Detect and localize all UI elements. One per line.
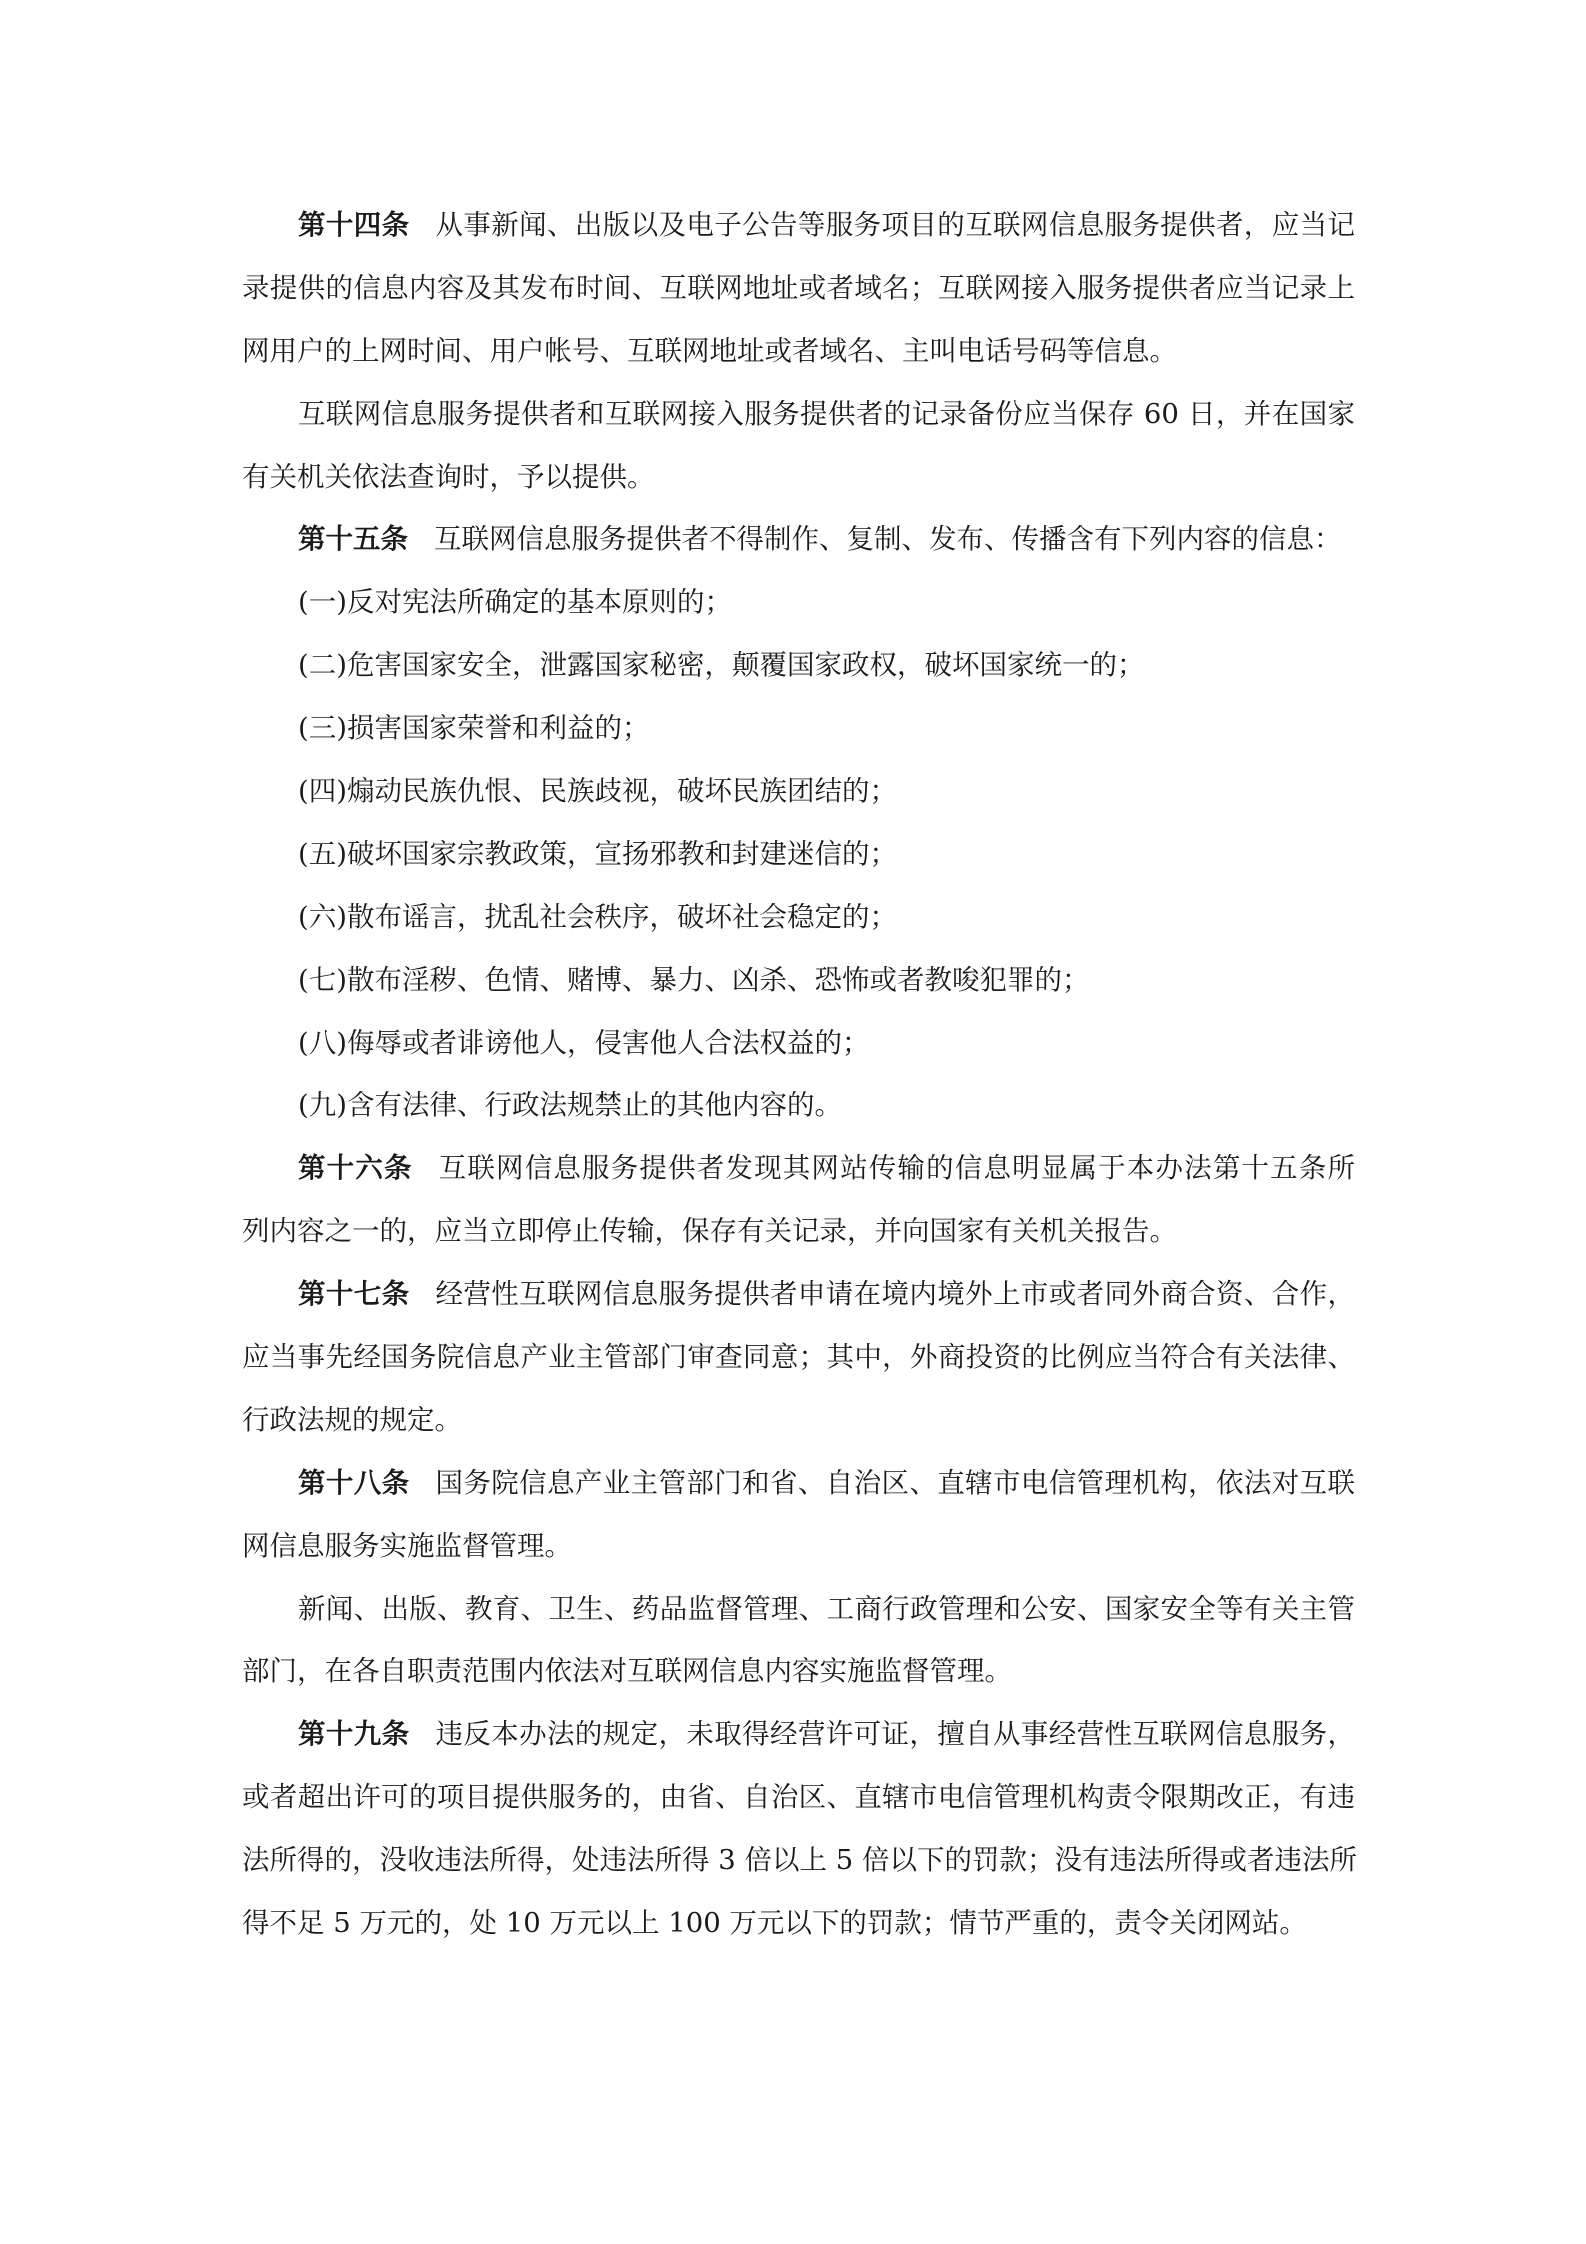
article-label: 第十八条 (298, 1466, 410, 1499)
paragraph (242, 697, 1355, 760)
text-line (242, 571, 1355, 634)
line-text: (一)反对宪法所确定的基本原则的； (298, 586, 732, 619)
line-text: 法所得的，没收违法所得，处违法所得 3 倍以上 5 倍以下的罚款；没有违法所得或者违法所 (242, 1844, 1357, 1877)
line-text: 得不足 5 万元的，处 10 万元以上 100 万元以下的罚款；情节严重的，责令关闭网站。 (242, 1907, 1307, 1940)
text-line (242, 1703, 1355, 1766)
paragraph (242, 1012, 1355, 1075)
line-text: 应当事先经国务院信息产业主管部门审查同意；其中，外商投资的比例应当符合有关法律、 (242, 1341, 1355, 1374)
text-line (242, 886, 1355, 949)
line-text: (五)破坏国家宗教政策，宣扬邪教和封建迷信的； (298, 837, 897, 870)
text-line (242, 1766, 1355, 1829)
paragraph (242, 886, 1355, 949)
text-line (242, 760, 1355, 823)
line-text: (七)散布淫秽、色情、赌博、暴力、凶杀、恐怖或者教唆犯罪的； (298, 963, 1090, 996)
line-text: 行政法规的规定。 (242, 1403, 462, 1436)
line-text: 录提供的信息内容及其发布时间、互联网地址或者域名；互联网接入服务提供者应当记录上 (242, 271, 1355, 304)
article-paragraph (242, 1703, 1355, 1955)
article-label: 第十九条 (298, 1718, 410, 1751)
line-text: 网用户的上网时间、用户帐号、互联网地址或者域名、主叫电话号码等信息。 (242, 334, 1177, 367)
text-line (242, 1012, 1355, 1075)
line-text: 经营性互联网信息服务提供者申请在境内境外上市或者同外商合资、合作， (435, 1278, 1355, 1311)
text-line (242, 1829, 1355, 1892)
text-line (242, 446, 1355, 509)
text-line (242, 1515, 1355, 1578)
line-text: 或者超出许可的项目提供服务的，由省、自治区、直辖市电信管理机构责令限期改正，有违 (242, 1781, 1355, 1814)
line-text: 新闻、出版、教育、卫生、药品监督管理、工商行政管理和公安、国家安全等有关主管 (298, 1592, 1355, 1625)
text-line (242, 634, 1355, 697)
article-paragraph (242, 1452, 1355, 1578)
line-text: 国务院信息产业主管部门和省、自治区、直辖市电信管理机构，依法对互联 (435, 1466, 1355, 1499)
line-text: 互联网信息服务提供者和互联网接入服务提供者的记录备份应当保存 60 日，并在国家 (298, 397, 1355, 430)
line-text: 违反本办法的规定，未取得经营许可证，擅自从事经营性互联网信息服务， (435, 1718, 1355, 1751)
document-page (242, 194, 1355, 1955)
text-line (242, 383, 1355, 446)
paragraph (242, 571, 1355, 634)
article-label: 第十五条 (298, 523, 408, 556)
line-text: (六)散布谣言，扰乱社会秩序，破坏社会稳定的； (298, 900, 897, 933)
text-line (242, 257, 1355, 320)
article-label: 第十四条 (298, 209, 410, 241)
paragraph (242, 949, 1355, 1012)
text-line (242, 508, 1355, 571)
paragraph (242, 823, 1355, 886)
article-paragraph (242, 1137, 1355, 1263)
text-line (242, 1640, 1355, 1703)
paragraph (242, 634, 1355, 697)
article-label: 第十七条 (298, 1278, 410, 1311)
paragraph (242, 760, 1355, 823)
line-text: 列内容之一的，应当立即停止传输，保存有关记录，并向国家有关机关报告。 (242, 1215, 1177, 1248)
line-text: (三)损害国家荣誉和利益的； (298, 712, 650, 745)
text-line (242, 1326, 1355, 1389)
line-text: (八)侮辱或者诽谤他人，侵害他人合法权益的； (298, 1026, 870, 1059)
text-line (242, 1389, 1355, 1452)
text-line (242, 320, 1355, 383)
line-text: 互联网信息服务提供者发现其网站传输的信息明显属于本办法第十五条所 (438, 1152, 1355, 1185)
line-text: 部门，在各自职责范围内依法对互联网信息内容实施监督管理。 (242, 1655, 1012, 1688)
paragraph (242, 383, 1355, 509)
text-line (242, 1452, 1355, 1515)
text-line (242, 1263, 1355, 1326)
line-text: (九)含有法律、行政法规禁止的其他内容的。 (298, 1089, 842, 1122)
text-line (242, 949, 1355, 1012)
text-line (242, 1074, 1355, 1137)
line-text: 从事新闻、出版以及电子公告等服务项目的互联网信息服务提供者，应当记 (435, 209, 1355, 241)
article-paragraph (242, 1263, 1355, 1452)
line-text: 互联网信息服务提供者不得制作、复制、发布、传播含有下列内容的信息： (434, 523, 1342, 556)
text-line (242, 1200, 1355, 1263)
paragraph (242, 1074, 1355, 1137)
text-line (242, 1137, 1355, 1200)
text-line (242, 697, 1355, 760)
text-line (242, 1578, 1355, 1641)
paragraph (242, 1578, 1355, 1704)
text-line (242, 823, 1355, 886)
text-line (242, 194, 1355, 257)
line-text: 网信息服务实施监督管理。 (242, 1529, 572, 1562)
article-label: 第十六条 (298, 1152, 413, 1185)
line-text: 有关机关依法查询时，予以提供。 (242, 460, 655, 493)
article-paragraph (242, 194, 1355, 383)
article-paragraph (242, 508, 1355, 571)
line-text: (二)危害国家安全，泄露国家秘密，颠覆国家政权，破坏国家统一的； (298, 649, 1145, 682)
text-line (242, 1892, 1355, 1955)
line-text: (四)煽动民族仇恨、民族歧视，破坏民族团结的； (298, 775, 897, 808)
